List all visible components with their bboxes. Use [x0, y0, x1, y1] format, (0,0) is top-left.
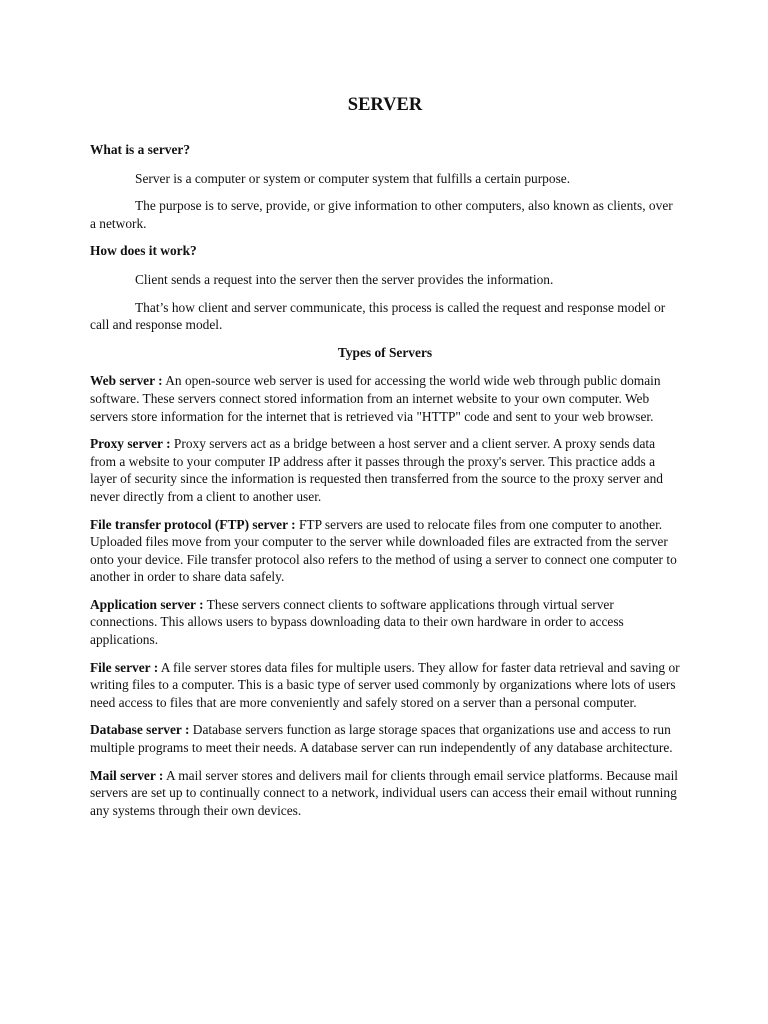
paragraph-client-request: Client sends a request into the server then the server provides the information. — [135, 271, 554, 287]
section-heading-how-it-works: How does it work? — [90, 243, 197, 259]
definition-proxy-server — [90, 435, 680, 505]
definition-application-server — [90, 596, 680, 649]
section-heading-what-is-server: What is a server? — [90, 142, 191, 157]
term-ftp-server: File transfer protocol (FTP) server : — [90, 516, 296, 532]
definition-ftp-server — [90, 516, 680, 586]
document-page — [90, 93, 680, 829]
term-proxy-server: Proxy server : — [90, 436, 171, 452]
term-mail-server: Mail server : — [90, 767, 164, 783]
definition-database-server — [90, 721, 680, 756]
description-mail-server: A mail server stores and delivers mail for clients through email service platforms. Because mail servers are set up to continually connect to a network, individual users can access their email without running any systems through their own devices. — [90, 767, 679, 818]
definition-mail-server — [90, 767, 680, 820]
description-database-server: Database servers function as large storage spaces that organizations use and access to run multiple programs to meet their needs. A database server can run independently of any database architecture. — [90, 722, 673, 756]
description-ftp-server: FTP servers are used to relocate files from one computer to another. Uploaded files move from your computer to the server while downloaded files are extracted from the server onto your device. File transfer protocol also refers to the method of using a server to connect one computer to another in order to share data safely. — [90, 516, 677, 585]
paragraph-request-response-model: That’s how client and server communicate, this process is called the request and response model or call and response model. — [90, 299, 666, 333]
term-application-server: Application server : — [90, 596, 204, 612]
definition-web-server — [90, 372, 680, 425]
section-heading-types-of-servers: Types of Servers — [337, 344, 433, 360]
term-file-server: File server : — [90, 659, 159, 675]
description-file-server: A file server stores data files for multiple users. They allow for faster data retrieval and saving or writing files to a computer. This is a basic type of server used commonly by organizations where lots of users need access to files that are more conveniently and safely stored on a server than a personal computer. — [90, 659, 680, 710]
term-web-server: Web server : — [90, 373, 163, 389]
term-database-server: Database server : — [90, 722, 190, 738]
paragraph-server-definition: Server is a computer or system or computer system that fulfills a certain purpose. — [135, 170, 571, 186]
description-application-server: These servers connect clients to software applications through virtual server connections. This allows users to bypass downloading data to their own hardware in order to access applications. — [90, 596, 624, 648]
document-title: SERVER — [347, 95, 423, 115]
description-proxy-server: Proxy servers act as a bridge between a host server and a client server. A proxy sends data from a website to your computer IP address after it passes through the proxy's server. This practice adds a layer of security since the information is requested then transferred from the source to the proxy server and never directly from a client to another user. — [90, 436, 663, 504]
definition-file-server — [90, 659, 680, 712]
paragraph-server-purpose: The purpose is to serve, provide, or give information to other computers, also known as clients, over a network. — [90, 198, 673, 231]
description-web-server: An open-source web server is used for accessing the world wide web through public domain software. These servers connect stored information from an internet website to your own computer. Web servers store information for the internet that is retrieved via "HTTP" code and sent to your web browser. — [90, 373, 661, 424]
